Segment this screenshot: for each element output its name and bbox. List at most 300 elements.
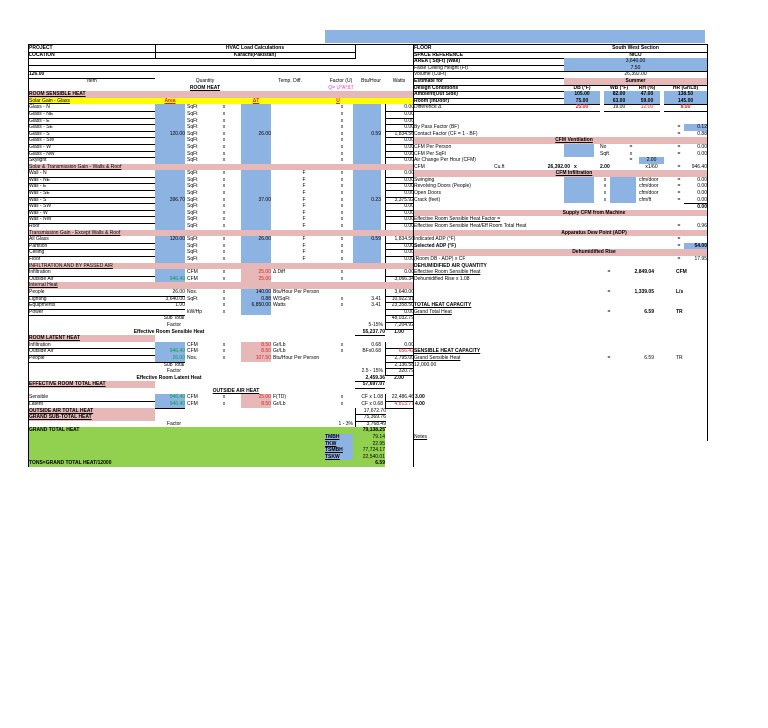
unit: SqFt	[187, 216, 198, 223]
section-infiltration: INFILTRATION AND BY PASSED AIR	[29, 263, 413, 270]
dt-hdr: ΔT	[252, 97, 260, 104]
btu-value: 2,795.00	[385, 355, 414, 363]
qty: 946.40	[155, 276, 185, 284]
value	[241, 309, 271, 316]
label	[273, 276, 313, 283]
times: x	[340, 157, 344, 164]
times: x	[340, 170, 344, 177]
tons-label: TONS=GRAND TOTAL HEAT/12000	[29, 460, 355, 467]
sheet-row	[414, 71, 707, 78]
f-symbol: F	[302, 216, 306, 223]
load-row	[29, 157, 413, 164]
col-btu: Btu/Hour	[361, 77, 381, 84]
label	[273, 309, 323, 316]
sqft: Sqft	[600, 150, 609, 157]
factor	[353, 355, 381, 362]
item-name: Lighting	[29, 296, 155, 304]
qty: 1.00	[155, 302, 185, 310]
total-value: 22.95	[355, 441, 385, 449]
label: Btu/Hour Per Person	[273, 354, 320, 361]
dehum-value: 17.95	[694, 256, 707, 262]
blank	[414, 414, 424, 421]
btu-value: 0.00	[385, 256, 414, 264]
btu-value: 0.00	[385, 124, 414, 132]
eq: =	[677, 236, 681, 243]
btu-value: 22,486.46	[385, 394, 414, 402]
unit: SqFt	[187, 104, 198, 111]
latent-row	[29, 348, 413, 355]
x: x	[629, 150, 633, 157]
result: 946.40	[691, 163, 707, 170]
times: x	[222, 269, 226, 276]
label: F(TD)	[273, 394, 287, 401]
btu-value: 0.00	[385, 342, 414, 350]
wb-value: 63.00	[604, 98, 634, 106]
times: x	[340, 209, 344, 216]
item-name: People	[29, 355, 155, 363]
x: x	[603, 196, 607, 203]
blank	[414, 282, 424, 289]
eq: =	[629, 157, 633, 164]
blank	[414, 368, 424, 375]
unit: SqFt	[187, 223, 198, 230]
unit: SqFt	[187, 236, 198, 243]
hr-value: 138.50	[664, 91, 707, 99]
times: x	[222, 124, 226, 131]
hr-hdr: HR (Gr/Lb)	[664, 85, 707, 93]
db-value: 105.00	[564, 91, 600, 99]
sheet-row	[414, 170, 707, 177]
u-value	[353, 223, 381, 230]
sheet-row	[414, 131, 707, 138]
eq: =	[677, 196, 681, 203]
unit: CFM	[187, 275, 198, 282]
label: Δ Diff	[273, 269, 285, 276]
unit: SqFt	[187, 170, 198, 177]
design-row-label: Difference Δ	[414, 104, 564, 112]
section-eff-total: EFFECTIVE ROOM TOTAL HEAT	[29, 381, 155, 388]
sheet-row	[414, 118, 707, 125]
sheet-row	[414, 309, 707, 316]
times	[337, 309, 347, 316]
blank	[414, 421, 424, 428]
qty: 3,640.00	[155, 296, 185, 304]
times: x	[340, 150, 344, 157]
cfm-unit: CFM	[676, 269, 687, 276]
hr-value: 8.50	[664, 104, 707, 112]
load-row	[29, 249, 413, 256]
btu-value: 10,922.91	[385, 296, 414, 304]
grand-label: Grand Total Heat	[414, 308, 452, 315]
sheet-row	[29, 362, 413, 369]
cfm-per-person: CFM Per Person	[414, 143, 452, 150]
unit: SqFt	[187, 190, 198, 197]
u-value	[353, 137, 381, 144]
item-name: Skylight	[29, 157, 155, 165]
blank	[414, 394, 424, 401]
sheet-row	[414, 329, 707, 336]
sheet-row	[414, 203, 707, 210]
sheet-row	[414, 236, 707, 243]
unit: SqFt	[187, 256, 198, 262]
times: x	[340, 130, 344, 137]
u-value	[353, 157, 381, 164]
sheet-row	[414, 243, 707, 250]
area-value: 120.00	[155, 236, 185, 244]
twelve-thousand: 12,000.00	[414, 361, 437, 368]
times: x	[340, 190, 344, 197]
supply-title: Supply CFM from Machine	[562, 209, 626, 216]
blank	[414, 381, 424, 388]
eff-latent-ratio: 2.00	[394, 374, 404, 381]
factor-label: Factor	[166, 420, 182, 427]
sheet-row	[414, 137, 707, 144]
notes: Notes	[414, 434, 428, 441]
item-name: Infiltration	[29, 269, 155, 277]
rh-value: 12.00	[634, 104, 660, 112]
blank	[414, 296, 424, 303]
times: x	[340, 401, 344, 408]
tr-result: 6.59	[644, 308, 654, 315]
location-label: LOCATION	[29, 52, 156, 60]
dt: 25.00	[241, 276, 271, 283]
left-number: 126.00	[29, 71, 155, 79]
sheet-row	[414, 177, 707, 184]
times: x	[222, 348, 226, 355]
sheet-row	[29, 335, 413, 342]
two: 2.00	[600, 163, 610, 170]
load-row	[29, 256, 413, 263]
factor-pct: 5-15%	[368, 321, 383, 328]
times: x	[222, 137, 226, 144]
sheet-row	[414, 183, 707, 190]
times: x	[340, 124, 344, 131]
sheet-row	[29, 45, 413, 52]
sheet-row	[414, 282, 707, 289]
eff-sensible-ratio: 1.00	[394, 328, 404, 335]
factor-value: 7,204.92	[385, 322, 414, 330]
blank	[414, 329, 424, 336]
unit: SqFt	[187, 124, 198, 131]
internal-row	[29, 296, 413, 303]
contact-label: Contact Factor (CF = 1 - BF)	[414, 130, 478, 137]
times: x	[340, 216, 344, 223]
sheet-row	[414, 52, 707, 59]
btu-value: 0.00	[385, 118, 414, 126]
unit: kW/Hp	[187, 308, 202, 315]
eff-sensible: 55,237.70	[355, 329, 385, 337]
blank	[414, 427, 424, 434]
unit: SqFt	[187, 137, 198, 144]
area-value: 396.70	[155, 197, 185, 205]
result: 0.00	[697, 183, 707, 190]
u-value: 0.23	[353, 197, 381, 204]
sheet-row	[414, 276, 707, 283]
sheet-row	[414, 296, 707, 303]
qty: 946.40	[155, 401, 185, 409]
times: x	[222, 150, 226, 157]
btu-value: 3,640.00	[385, 289, 414, 297]
wb-hdr: WB (°F)	[604, 85, 634, 93]
oa-row	[29, 394, 425, 401]
sheet-row	[414, 45, 707, 52]
sheet-row	[29, 414, 413, 421]
db-value: 75.00	[564, 98, 600, 106]
value: 0.88	[241, 296, 271, 303]
u-value	[353, 111, 381, 118]
value: 8.50	[241, 401, 271, 408]
times: x	[340, 143, 344, 150]
total-row	[29, 441, 413, 448]
btu-value: 0.00	[385, 190, 414, 198]
u-value	[353, 216, 381, 223]
times: x	[340, 196, 344, 203]
sheet-row	[414, 362, 707, 369]
times: x	[222, 190, 226, 197]
input-fill	[610, 190, 636, 197]
unit: CFM	[187, 401, 198, 408]
sheet-row	[29, 91, 413, 98]
times: x	[340, 348, 344, 355]
unit: SqFt	[187, 176, 198, 183]
sheet-row	[414, 223, 707, 230]
f-symbol	[299, 131, 309, 138]
cfm-vent-title: CFM Ventilation	[555, 137, 593, 144]
col-factor: Factor (U)	[329, 77, 353, 84]
f-symbol	[299, 157, 309, 164]
load-row	[29, 118, 413, 125]
u-value	[353, 144, 381, 151]
sheet-row	[414, 375, 707, 382]
input-fill	[564, 177, 594, 184]
section-oa-total: OUTSIDE AIR TOTAL HEAT	[29, 408, 155, 415]
times: x	[340, 242, 344, 249]
btu-value: 0.00	[385, 183, 414, 191]
item-name: Sensible	[29, 394, 155, 402]
eq: =	[677, 183, 681, 190]
sheet-row	[29, 315, 413, 322]
eq: =	[607, 269, 611, 276]
factor: CF x 0.68	[361, 401, 383, 408]
space-ref-value: NICU	[564, 52, 707, 60]
sub-total-label: Sub Total	[163, 315, 185, 322]
times: x	[340, 183, 344, 190]
value: 107.50	[241, 355, 271, 362]
qty: 946.40	[155, 394, 185, 402]
eq: =	[677, 242, 681, 249]
sub-total: 48,032.79	[385, 315, 414, 323]
load-row	[29, 170, 413, 177]
sheet-row	[414, 388, 707, 395]
u-value	[353, 203, 381, 210]
unit: SqFt	[187, 150, 198, 157]
factor-label: Factor	[166, 368, 182, 375]
eq: =	[677, 256, 681, 262]
times: x	[340, 302, 344, 309]
area-label: AREA ( SqFt) (Wall)	[414, 58, 564, 66]
item-name: Latent	[29, 401, 155, 409]
tons-value: 6.59	[355, 460, 385, 467]
input-fill	[610, 177, 636, 184]
load-row	[29, 197, 413, 204]
unit: SqFt	[187, 196, 198, 203]
internal-row	[29, 302, 413, 309]
grand-sens-label: Grand Sensible Heat	[414, 354, 461, 361]
city: Karachi(Pakistan)	[155, 52, 356, 60]
btu-value: 3,375.92	[385, 197, 414, 205]
sheet-row	[29, 52, 413, 59]
section-grand-sub: GRAND SUB-TOTAL HEAT	[29, 414, 155, 421]
btu-value: 23,358.50	[385, 302, 414, 310]
cap-title: TOTAL HEAT CAPACITY	[414, 302, 472, 309]
u-value	[353, 124, 381, 131]
area-value: 3,640.00	[564, 58, 707, 66]
sheet-row	[29, 408, 413, 415]
total-row	[29, 447, 413, 454]
f-symbol	[299, 111, 309, 118]
eq: =	[677, 124, 681, 131]
u-value	[353, 256, 381, 263]
sheet-row	[414, 151, 707, 158]
project-label: PROJECT	[29, 45, 156, 53]
u-hdr: U	[336, 97, 340, 104]
eff-total: 57,697.07	[355, 381, 385, 389]
btu-value: 0.00	[385, 177, 414, 185]
times: x	[340, 223, 344, 230]
btu-value: 0.00	[385, 203, 414, 211]
eff-latent-label: Effective Room Latent Heat	[136, 374, 202, 381]
times: x	[340, 269, 344, 276]
sheet-row	[414, 421, 707, 428]
blank	[414, 408, 424, 415]
item-name: Glass - NE	[29, 111, 155, 119]
item-name: Outside Air	[29, 276, 155, 284]
f-symbol: F	[302, 256, 306, 262]
total-row	[29, 434, 413, 441]
selected-adp-value: 54.00	[684, 243, 707, 250]
unit: SqFt	[187, 203, 198, 210]
esh-ratio-label: Effective Room Sensible Heat/Eff Room Total Heat	[414, 223, 527, 230]
sheet-row	[414, 269, 707, 276]
load-row	[29, 144, 413, 151]
sheet-row	[29, 282, 413, 289]
design-row	[414, 104, 707, 111]
times: x	[222, 143, 226, 150]
input-fill	[564, 197, 594, 204]
unit: SqFt	[187, 209, 198, 216]
dehum-qty-title: DEHUMIDIFIED AIR QUANTITY	[414, 262, 487, 269]
btu-value: 0.00	[385, 151, 414, 159]
cuft: Cu.ft	[494, 163, 505, 170]
unit: CFM	[187, 341, 198, 348]
ls-unit: L/s	[676, 288, 684, 295]
wb-value: 82.00	[604, 91, 634, 99]
eq: =	[677, 190, 681, 197]
blank	[414, 118, 707, 125]
times: x	[222, 275, 226, 282]
times: x	[340, 176, 344, 183]
times: x	[222, 170, 226, 177]
f-symbol	[299, 144, 309, 151]
load-row	[29, 223, 413, 230]
sheet-row	[414, 263, 707, 270]
times: x	[222, 236, 226, 243]
sheet-row	[29, 85, 413, 92]
load-sheet-right	[413, 44, 708, 441]
sheet-row	[414, 65, 707, 72]
item-name: All Glass	[29, 236, 155, 244]
dt-value: 37.00	[241, 197, 271, 205]
sens-cap-title: SENSIBLE HEAT CAPACITY	[414, 348, 481, 355]
load-row	[29, 203, 413, 210]
times: x	[340, 249, 344, 256]
cuft-value: 26,392.00	[547, 163, 570, 170]
sheet-row	[414, 124, 707, 131]
factor-value: 3,768.49	[355, 421, 386, 429]
input-fill	[564, 190, 594, 197]
esh-factor: Effective Room Sensible Heat Factor =	[414, 216, 501, 223]
estimate-label: Estimate for	[414, 78, 564, 86]
f-symbol	[299, 104, 309, 111]
factor-value: 320.79	[385, 368, 414, 376]
sheet-row	[414, 144, 707, 151]
times: x	[222, 308, 226, 315]
oa-row	[29, 401, 425, 408]
design-row-label: Room (InDoor)	[414, 98, 564, 106]
f-symbol: F	[302, 223, 306, 230]
sheet-row	[414, 256, 707, 263]
f-symbol: F	[302, 183, 306, 190]
u-value	[353, 177, 381, 184]
unit: CFM	[187, 269, 198, 276]
times: x	[222, 394, 226, 401]
inf-name: Crack (feet)	[414, 196, 441, 203]
times: x	[222, 157, 226, 164]
f-symbol: F	[302, 203, 306, 210]
sheet-row	[414, 85, 707, 92]
cfm: CFM	[414, 163, 425, 170]
sheet-row	[414, 289, 707, 296]
btu-value: 1,834.56	[385, 236, 414, 244]
x: x	[574, 163, 577, 170]
times: x	[340, 394, 344, 401]
u-value	[353, 183, 381, 190]
sheet-row	[414, 302, 707, 309]
btu-value: 0.00	[385, 170, 414, 178]
item-name: Glass - W	[29, 144, 155, 152]
qty: 946.40	[155, 348, 185, 356]
inf-total: 0.00	[684, 203, 707, 211]
times: x	[222, 242, 226, 249]
sheet-row	[29, 421, 413, 428]
load-row	[29, 190, 413, 197]
f-symbol	[299, 124, 309, 131]
rh-value: 59.00	[634, 98, 660, 106]
dehum-title: Dehumidified Rise	[572, 249, 616, 256]
f-symbol: F	[302, 176, 306, 183]
item-name: Roof	[29, 223, 155, 231]
section-trans: Transmission Gain - Except Walls & Roof	[29, 230, 413, 237]
eq: =	[677, 163, 681, 170]
total-label: TSMBH	[325, 447, 353, 454]
factor: 3.41	[371, 302, 381, 309]
times: x	[222, 223, 226, 230]
btu-value: 0.00	[385, 210, 414, 218]
label: Gr/Lb	[273, 348, 286, 355]
blank	[414, 375, 424, 382]
sheet-row	[29, 164, 413, 171]
sheet-row	[29, 375, 413, 382]
